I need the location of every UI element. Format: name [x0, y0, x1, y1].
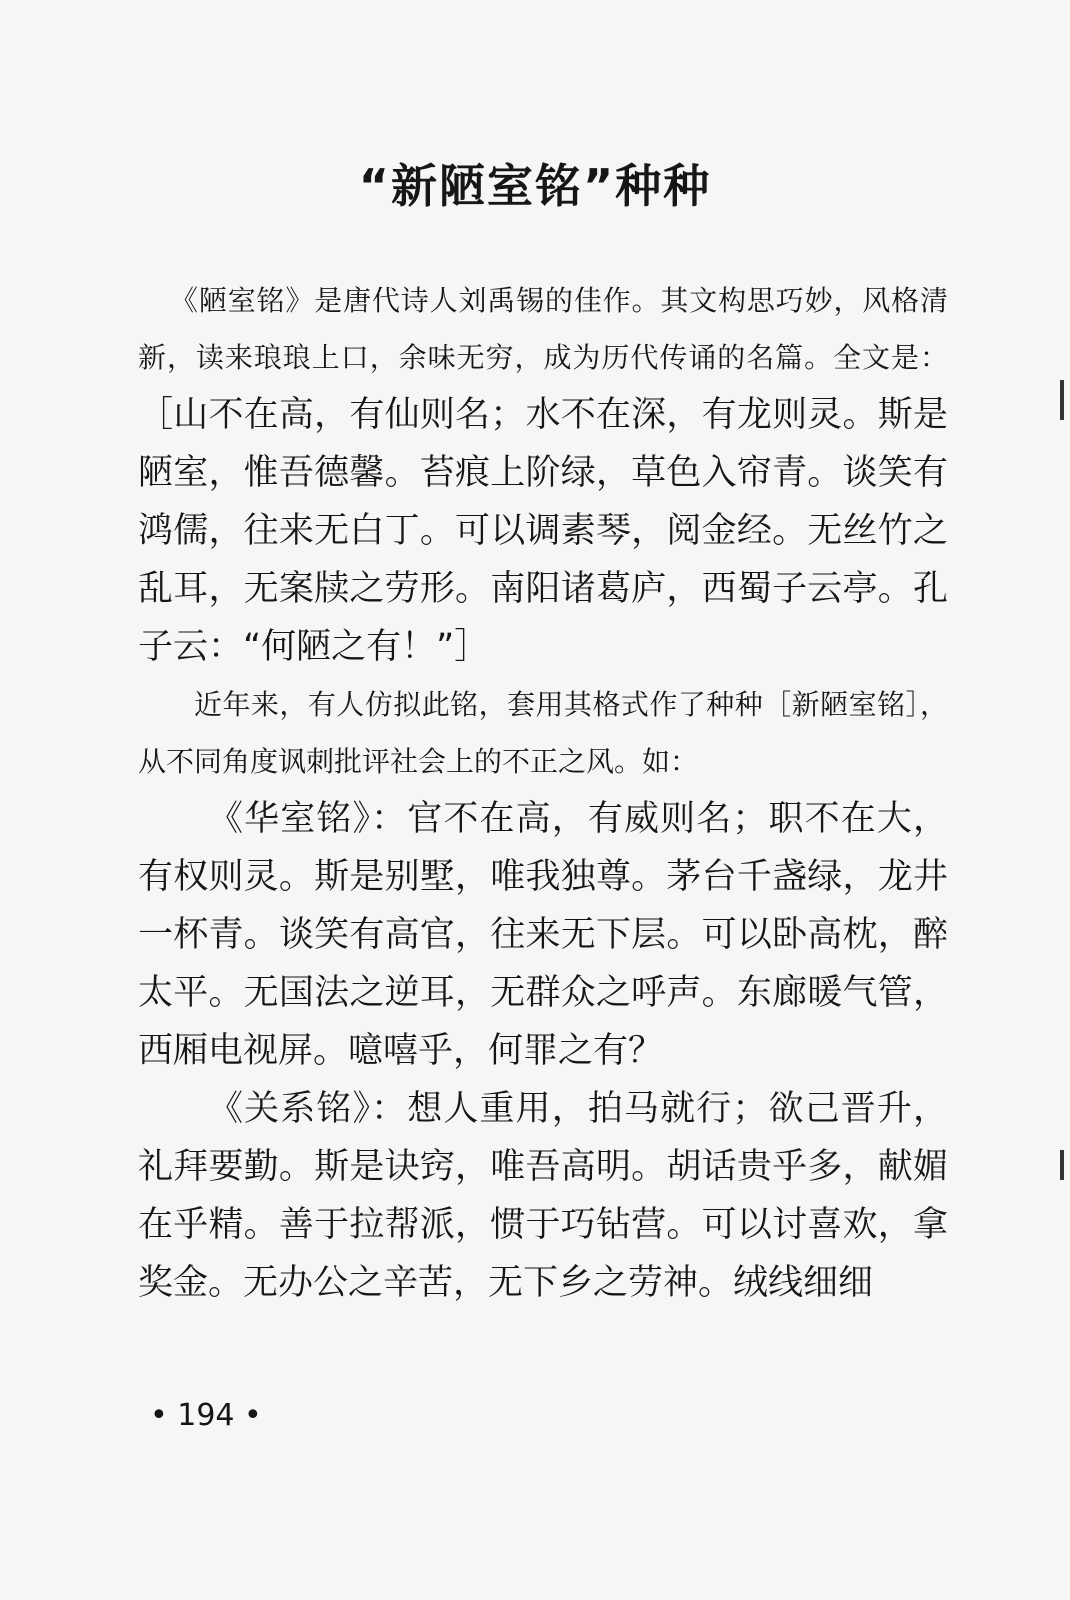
paragraph-context: 近年来，有人仿拟此铭，套用其格式作了种种［新陋室铭］，从不同角度讽刺批评社会上的不正之风。如： [138, 688, 948, 778]
article-body [138, 272, 948, 1312]
paragraph-guan-xi-ming: 《关系铭》：想人重用，拍马就行；欲己晋升，礼拜要勤。斯是诀窍，唯吾高明。胡话贵乎多，献媚在乎精。善于拉帮派，惯于巧钻营。可以讨喜欢，拿奖金。无办公之辛苦，无下乡之劳神。绒线细细 [138, 1089, 948, 1303]
scan-edge-mark [1060, 380, 1064, 420]
original-inscription-text: ［山不在高，有仙则名；水不在深，有龙则灵。斯是陋室，惟吾德馨。苔痕上阶绿，草色入帘青。谈笑有鸿儒，往来无白丁。可以调素琴，阅金经。无丝竹之乱耳，无案牍之劳形。南阳诸葛庐，西蜀子云亭。孔子云：“何陋之有！”］ [138, 395, 948, 667]
page-number: • 194 • [150, 1398, 262, 1433]
paragraph-hua-shi-ming: 《华室铭》：官不在高，有威则名；职不在大，有权则灵。斯是别墅，唯我独尊。茅台千盏绿，龙井一杯青。谈笑有高官，往来无下层。可以卧高枕，醉太平。无国法之逆耳，无群众之呼声。东廊暖气管，西厢电视屏。噫嘻乎，何罪之有？ [138, 799, 948, 1071]
paragraph-intro [138, 272, 948, 676]
intro-text: 《陋室铭》是唐代诗人刘禹锡的佳作。其文构思巧妙，风格清新，读来琅琅上口，余味无穷，成为历代传诵的名篇。全文是： [138, 284, 948, 374]
page-title: “新陋室铭”种种 [358, 159, 712, 213]
scan-edge-mark [1060, 1150, 1064, 1180]
